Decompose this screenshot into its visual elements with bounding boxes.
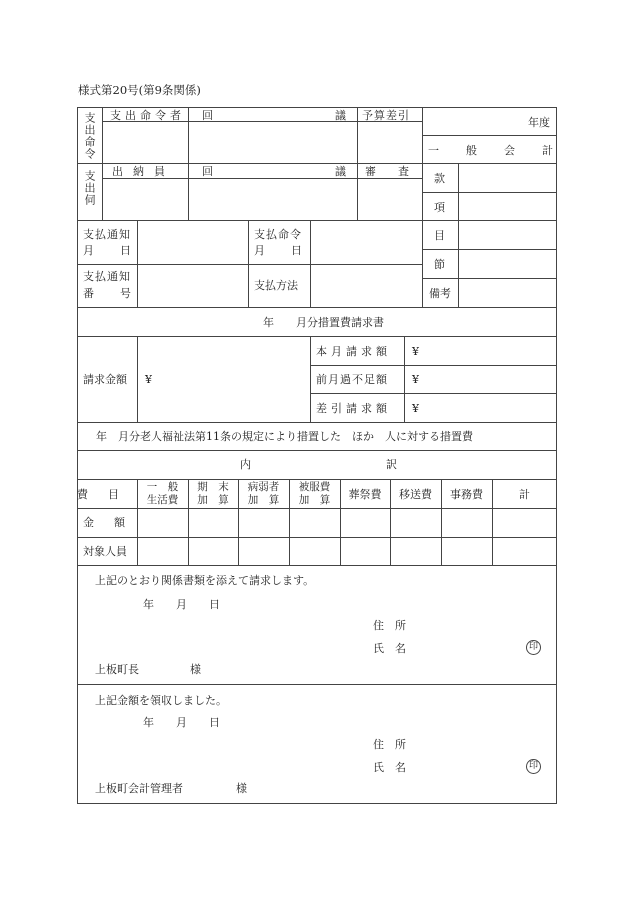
breakdown-title: 内訳 <box>240 458 532 471</box>
breakdown-col-1-line1: 一 般 <box>146 481 179 493</box>
receipt-address-label: 住 所 <box>373 738 406 751</box>
setsu-label: 節 <box>434 258 445 271</box>
breakdown-col-2-line1: 期 末 <box>197 481 229 493</box>
form-title: 様式第20号(第9条関係) <box>78 83 201 97</box>
notify-date-label-1: 支払通知 <box>83 228 131 241</box>
payment-method-label: 支払方法 <box>254 279 298 292</box>
breakdown-col-6: 移送費 <box>399 488 432 501</box>
breakdown-col-8: 計 <box>519 488 530 501</box>
kai-header-1: 回 <box>202 109 213 122</box>
receipt-date: 年 月 日 <box>143 716 220 729</box>
prev-diff-yen: ¥ <box>412 373 419 386</box>
receipt-seal: 印 <box>526 759 541 774</box>
expenditure-order-label: 支出命令 <box>83 112 96 160</box>
claim-amount-label: 請求金額 <box>83 373 127 386</box>
net-claim-label: 差引請求額 <box>316 402 391 415</box>
request-address-label: 住 所 <box>373 619 406 632</box>
request-sama: 様 <box>190 663 201 676</box>
breakdown-col-2-line2: 加 算 <box>197 494 229 506</box>
budget-header: 予算差引 <box>362 109 410 122</box>
notify-number-label-1: 支払通知 <box>83 270 131 283</box>
breakdown-col-1-line2: 生活費 <box>146 494 179 506</box>
fiscal-year-label: 年度 <box>528 116 550 129</box>
this-month-claim-label: 本月請求額 <box>316 345 391 358</box>
biko-label: 備考 <box>429 287 451 300</box>
net-claim-yen: ¥ <box>412 402 419 415</box>
notify-date-label-2: 月日 <box>83 244 157 257</box>
kai-header-2: 回 <box>202 165 213 178</box>
kan-label: 款 <box>434 172 445 185</box>
this-month-yen: ¥ <box>412 345 419 358</box>
receipt-text: 上記金額を領収しました。 <box>95 694 227 707</box>
general-account-label: 一般会計 <box>428 144 580 157</box>
receipt-sama: 様 <box>236 782 247 795</box>
receipt-name-label: 氏 名 <box>373 761 406 774</box>
people-row-label: 対象人員 <box>83 545 127 558</box>
breakdown-col-5: 葬祭費 <box>348 488 382 501</box>
notify-number-label-2: 番号 <box>83 287 157 300</box>
receipt-addressee: 上板町会計管理者 <box>95 782 183 795</box>
breakdown-col-4-line2: 加 算 <box>298 494 331 506</box>
breakdown-col-4-line1: 被服費 <box>298 481 331 493</box>
request-text: 上記のとおり関係書類を添えて請求します。 <box>95 574 315 587</box>
section-title: 年 月分措置費請求書 <box>263 316 384 329</box>
claim-yen: ¥ <box>145 373 152 386</box>
order-date-label-2: 月日 <box>254 244 328 257</box>
treasurer-header: 出納員 <box>112 165 175 178</box>
gi-header-2: 議 <box>335 165 346 178</box>
kou-label: 項 <box>434 201 445 214</box>
order-date-label-1: 支払命令 <box>254 228 302 241</box>
request-date: 年 月 日 <box>143 598 220 611</box>
request-seal: 印 <box>526 640 541 655</box>
breakdown-col-0: 費目 <box>77 488 139 501</box>
amount-row-label: 金額 <box>83 516 145 529</box>
expenditure-inquiry-label: 支出伺 <box>83 170 96 206</box>
audit-header: 審査 <box>365 165 431 178</box>
request-addressee: 上板町長 <box>95 663 139 676</box>
prev-diff-label: 前月過不足額 <box>316 373 388 386</box>
breakdown-col-7: 事務費 <box>450 488 483 501</box>
moku-label: 目 <box>434 229 445 242</box>
order-person-header: 支出命令者 <box>110 109 185 122</box>
gi-header-1: 議 <box>335 109 346 122</box>
breakdown-col-3-line2: 加 算 <box>247 494 280 506</box>
statement-line: 年 月分老人福祉法第11条の規定により措置した ほか 人に対する措置費 <box>96 430 473 443</box>
request-name-label: 氏 名 <box>373 642 406 655</box>
breakdown-col-3-line1: 病弱者 <box>247 481 280 493</box>
